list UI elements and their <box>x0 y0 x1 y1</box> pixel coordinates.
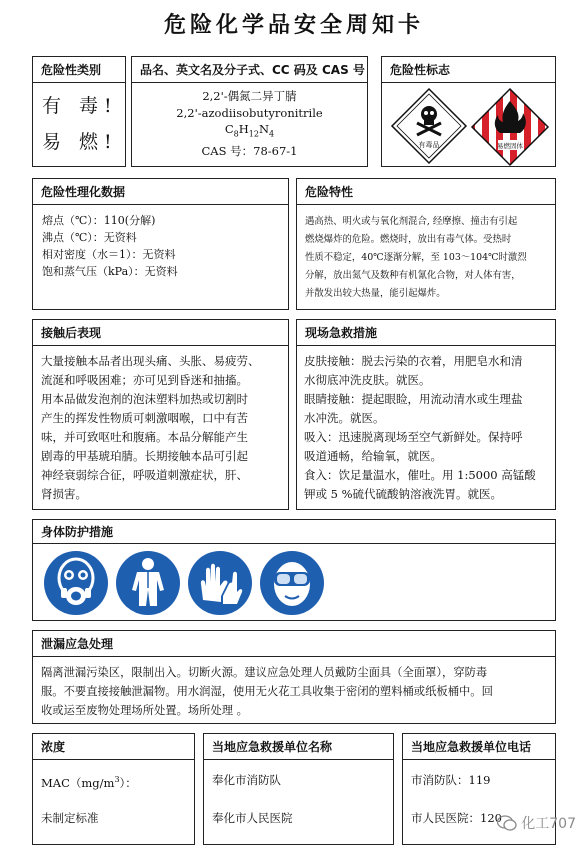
toxic-sign-icon <box>390 87 468 165</box>
hazard-class-panel <box>32 56 126 167</box>
hazard-signs-panel <box>381 56 556 167</box>
hazard-text-line: 分解，放出氮气及数种有机氰化合物，对人体有害， <box>305 270 521 281</box>
hazard-text-line: 燃烧爆炸的危险。燃烧时，放出有毒气体。受热时 <box>305 234 512 245</box>
gloves-icon <box>187 550 253 616</box>
hazard-flammable-text: 易 燃! <box>42 131 118 153</box>
chemical-formula: $C_8H_{12}N_4$ <box>224 122 275 139</box>
exposure-text-line: 肾损害。 <box>41 487 87 501</box>
spill-text-line: 服。不要直接接触泄漏物。用水润湿，使用无火花工具收集于密闭的塑料桶或纸板桶中。回 <box>41 685 493 698</box>
hazard-class-header: 危险性类别 <box>33 57 125 83</box>
mac-label: $MAC(mg/m^3)$： <box>41 775 137 790</box>
hazard-toxic-text: 有 毒! <box>42 95 118 117</box>
watermark <box>497 813 576 833</box>
rescue-units-panel <box>203 733 394 845</box>
exposure-text-line: 大量接触本品者出现头痛、头胀、易疲劳、 <box>41 354 260 368</box>
first-aid-line: 水冲洗。就医。 <box>304 411 385 425</box>
spill-text-line: 收或运至废物处理场所处置。场所处理 。 <box>41 704 248 717</box>
melting-point: 熔点（℃）：110(分解) <box>42 214 156 227</box>
hazard-text-line: 遇高热、明火或与氧化剂混合, 经摩擦、撞击有引起 <box>305 216 518 227</box>
toxic-sign-label: 有毒品 <box>418 141 440 149</box>
first-aid-panel <box>296 319 556 510</box>
exposure-text-line: 产生的挥发性物质可刺激咽喉，口中有苦 <box>41 411 248 425</box>
chat-icon <box>497 815 517 831</box>
rescue-unit-fire: 奉化市消防队 <box>212 773 281 787</box>
exposure-text-line: 用本品做发泡剂的泡沫塑料加热或切割时 <box>41 392 248 406</box>
exposure-text-line: 流涎和呼吸困难；亦可见到昏迷和抽搐。 <box>41 373 248 387</box>
identity-header: 品名、英文名及分子式、CC 码及 CAS 号 <box>132 57 367 83</box>
hazard-text-line: 性质不稳定，40℃逐渐分解，至 103～104℃时激烈 <box>305 252 527 263</box>
hazard-characteristics-header: 危险特性 <box>297 179 555 205</box>
watermark-text: 化工707 <box>521 816 576 832</box>
ppe-panel <box>32 519 556 621</box>
exposure-text-line: 神经衰弱综合征，呼吸道刺激症状，肝、 <box>41 468 248 482</box>
first-aid-line: 钾或 5 %硫代硫酸钠溶液洗胃。就医。 <box>304 487 503 501</box>
rescue-unit-hospital: 奉化市人民医院 <box>212 811 293 825</box>
flammable-solid-sign-icon <box>470 87 550 167</box>
relative-density: 相对密度（水＝1）：无资料 <box>42 248 176 261</box>
flammable-sign-label: 易燃固体 <box>497 142 523 150</box>
rescue-phone-hospital: 市人民医院：120 <box>411 811 502 825</box>
mac-value: 未制定标准 <box>41 811 99 825</box>
first-aid-header: 现场急救措施 <box>297 320 555 346</box>
boiling-point: 沸点（℃）：无资料 <box>42 231 137 244</box>
goggles-icon <box>259 550 325 616</box>
first-aid-line: 眼睛接触：提起眼睑，用流动清水或生理盐 <box>304 392 523 406</box>
protective-suit-icon <box>115 550 181 616</box>
spill-text-line: 隔离泄漏污染区，限制出入。切断火源。建议应急处理人员戴防尘面具（全面罩），穿防毒 <box>41 666 488 679</box>
spill-header: 泄漏应急处理 <box>33 631 555 657</box>
concentration-panel <box>32 733 195 845</box>
first-aid-line: 食入：饮足量温水，催吐。用 1:5000 高锰酸 <box>304 468 536 482</box>
physchem-panel <box>32 178 289 310</box>
spill-panel <box>32 630 556 724</box>
concentration-header: 浓度 <box>33 734 194 760</box>
identity-panel <box>131 56 368 167</box>
rescue-units-header: 当地应急救援单位名称 <box>204 734 393 760</box>
gas-mask-icon <box>43 550 109 616</box>
exposure-header: 接触后表现 <box>33 320 288 346</box>
exposure-panel <box>32 319 289 510</box>
hazard-text-line: 并散发出较大热量，能引起爆炸。 <box>305 288 446 299</box>
vapor-pressure: 饱和蒸气压（kPa）：无资料 <box>42 265 178 278</box>
rescue-phone-fire: 市消防队：119 <box>411 773 491 787</box>
page-title: 危险化学品安全周知卡 <box>163 13 424 38</box>
chemical-cn-name: 2,2'-偶氮二异丁腈 <box>202 89 297 103</box>
hazard-signs-header: 危险性标志 <box>382 57 555 83</box>
first-aid-line: 吸道通畅，给输氧，就医。 <box>304 449 442 463</box>
rescue-phones-header: 当地应急救援单位电话 <box>403 734 555 760</box>
exposure-text-line: 味，并可致呕吐和腹痛。本品分解能产生 <box>41 430 248 444</box>
chemical-en-name: 2,2'-azodiisobutyronitrile <box>176 105 323 120</box>
ppe-header: 身体防护措施 <box>33 520 555 544</box>
first-aid-line: 吸入：迅速脱离现场至空气新鲜处。保持呼 <box>304 430 523 444</box>
cas-number: CAS 号：78-67-1 <box>201 143 298 158</box>
physchem-header: 危险性理化数据 <box>33 179 288 205</box>
first-aid-line: 水彻底冲洗皮肤。就医。 <box>304 373 431 387</box>
first-aid-line: 皮肤接触：脱去污染的衣着，用肥皂水和清 <box>304 354 523 368</box>
hazard-characteristics-panel <box>296 178 556 310</box>
exposure-text-line: 剧毒的甲基琥珀腈。长期接触本品可引起 <box>41 449 248 463</box>
